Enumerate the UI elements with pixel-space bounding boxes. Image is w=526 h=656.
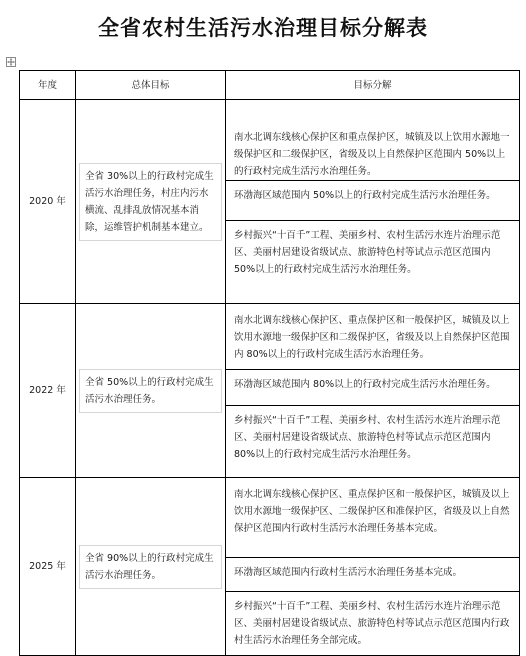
breakdown-cell — [226, 100, 520, 304]
header-year: 年度 — [20, 71, 76, 100]
year-cell: 2022 年 — [20, 304, 76, 478]
goals-table — [19, 70, 520, 656]
header-overall: 总体目标 — [76, 71, 226, 100]
year-cell: 2020 年 — [20, 100, 76, 304]
table-row — [20, 478, 520, 656]
target-item: 南水北调东线核心保护区、重点保护区和一般保护区，城镇及以上饮用水源地一级保护区和二级保护区，省级及以上自然保护区范围内 80%以上的行政村完成生活污水治理任务。 — [226, 306, 519, 370]
target-item: 南水北调东线核心保护区、重点保护区和一般保护区，城镇及以上饮用水源地一级保护区、二级保护区和准保护区，省级及以上自然保护区范围内行政村生活污水治理任务基本完成。 — [226, 480, 519, 558]
document-title: 全省农村生活污水治理目标分解表 — [98, 16, 428, 40]
target-item: 环渤海区域范围内行政村生活污水治理任务基本完成。 — [226, 558, 519, 592]
overall-goal-text: 全省 50%以上的行政村完成生活污水治理任务。 — [79, 369, 222, 413]
target-item: 南水北调东线核心保护区和重点保护区，城镇及以上饮用水源地一级保护区和二级保护区，省级及以上自然保护区范围内 50%以上的行政村完成生活污水治理任务。 — [226, 123, 519, 181]
target-item: 环渤海区域范围内 50%以上的行政村完成生活污水治理任务。 — [226, 181, 519, 221]
breakdown-cell — [226, 478, 520, 656]
overall-goal-cell — [76, 304, 226, 478]
overall-goal-text: 全省 90%以上的行政村完成生活污水治理任务。 — [79, 545, 222, 589]
move-handle-icon[interactable] — [6, 57, 16, 67]
year-cell: 2025 年 — [20, 478, 76, 656]
overall-goal-cell — [76, 100, 226, 304]
table-row — [20, 304, 520, 478]
overall-goal-text: 全省 30%以上的行政村完成生活污水治理任务，村庄内污水横流、乱排乱放情况基本消除，运维管护机制基本建立。 — [79, 163, 222, 241]
table-header-row — [20, 71, 520, 100]
target-item: 乡村振兴“十百千”工程、美丽乡村、农村生活污水连片治理示范区、美丽村居建设省级试点、旅游特色村等试点示范区范围内 80%以上的行政村完成生活污水治理任务。 — [234, 414, 501, 460]
target-item: 乡村振兴“十百千”工程、美丽乡村、农村生活污水连片治理示范区、美丽村居建设省级试点、旅游特色村等试点示范区范围内行政村生活污水治理任务全部完成。 — [234, 600, 510, 646]
overall-goal-cell — [76, 478, 226, 656]
breakdown-cell — [226, 304, 520, 478]
target-item: 乡村振兴“十百千”工程、美丽乡村、农村生活污水连片治理示范区、美丽村居建设省级试点、旅游特色村等试点示范区范围内 50%以上的行政村完成生活污水治理任务。 — [234, 229, 501, 275]
table-row — [20, 100, 520, 304]
target-item: 环渤海区域范围内 80%以上的行政村完成生活污水治理任务。 — [226, 370, 519, 406]
header-breakdown: 目标分解 — [226, 71, 520, 100]
